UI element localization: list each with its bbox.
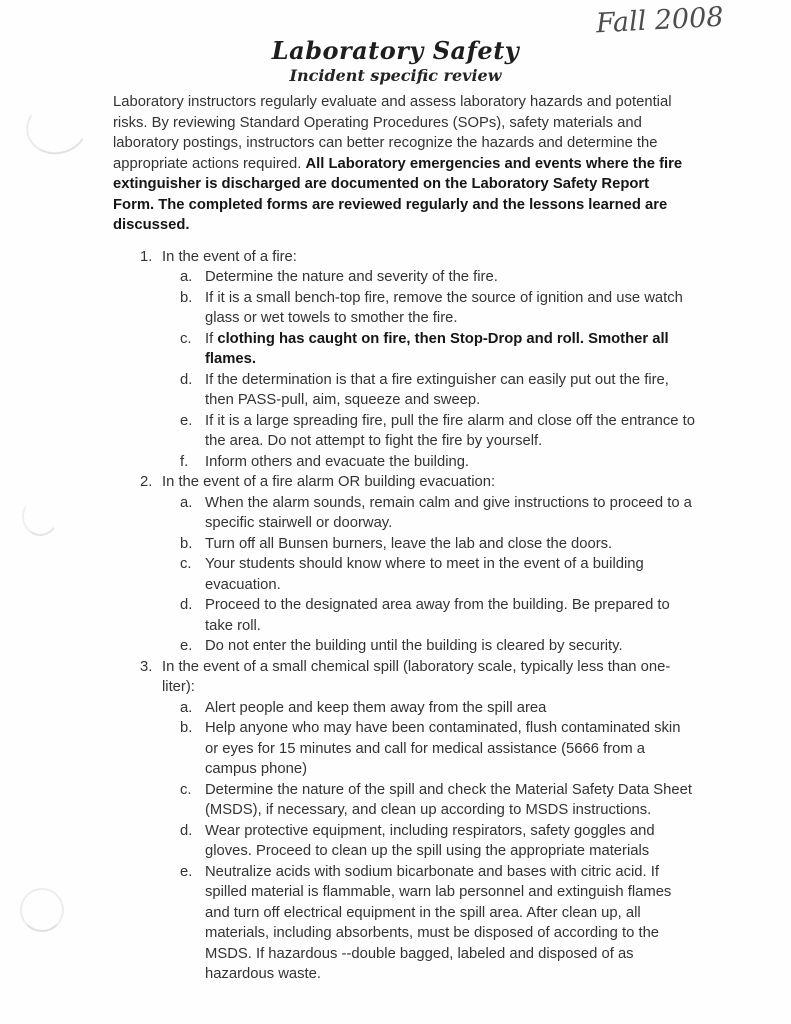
text-segment: clothing has caught on fire, then Stop-Drop and roll. Smother all flames.	[205, 330, 669, 367]
sub-item-text	[205, 267, 696, 288]
sub-item-list	[180, 267, 696, 472]
sub-item-letter: e.	[180, 638, 193, 654]
sub-item-list	[180, 698, 696, 985]
list-group	[140, 657, 696, 985]
text-segment: Do not enter the building until the building is cleared by security.	[205, 638, 623, 654]
list-number: 2.	[140, 474, 153, 490]
sub-item	[180, 780, 696, 821]
sub-item-text	[205, 534, 696, 555]
list-group-heading	[140, 657, 696, 698]
sub-item	[180, 288, 696, 329]
sub-item-list	[180, 493, 696, 657]
sub-item-letter: c.	[180, 330, 192, 347]
list-number: 3.	[140, 658, 153, 675]
sub-item-text	[205, 370, 696, 411]
sub-item-letter: b.	[180, 720, 193, 736]
intro-paragraph	[113, 92, 685, 236]
sub-item-letter: d.	[180, 822, 193, 839]
list-group	[140, 247, 696, 473]
text-segment: Determine the nature and severity of the fire.	[205, 269, 498, 285]
text-segment: Help anyone who may have been contaminated, flush contaminated skin or eyes for 15 minutes and call for medical assistance (5666 from a campus phone)	[205, 720, 681, 777]
punch-hole-mark	[20, 93, 93, 160]
text-segment: If it is a large spreading fire, pull the fire alarm and close off the entrance to the area. Do not attempt to fight the fire by yourself.	[205, 412, 695, 449]
list-group-heading	[140, 472, 696, 493]
sub-item-letter: a.	[180, 269, 193, 285]
sub-item-letter: b.	[180, 535, 193, 552]
sub-item-text	[205, 821, 696, 862]
sub-item	[180, 267, 696, 288]
sub-item	[180, 452, 696, 473]
sub-item-text	[205, 780, 696, 821]
text-segment: If it is a small bench-top fire, remove the source of ignition and use watch glass or wet towels to smother the fire.	[205, 289, 683, 326]
intro-segment: All Laboratory emergencies and events where the fire extinguisher is discharged are documented on the Laboratory Safety Report Form. The completed forms are reviewed regularly and the lessons learned are discussed.	[113, 155, 683, 233]
list-group	[140, 472, 696, 657]
document-subtitle: Incident specific review	[289, 66, 502, 85]
sub-item-text	[205, 493, 696, 534]
sub-item-letter: e.	[180, 412, 193, 429]
sub-item-text	[205, 595, 696, 636]
text-segment: If the determination is that a fire extinguisher can easily put out the fire, then PASS-pull, aim, squeeze and sweep.	[205, 371, 669, 408]
text-segment: Determine the nature of the spill and check the Material Safety Data Sheet (MSDS), if necessary, and clean up according to MSDS instructions.	[205, 781, 692, 818]
sub-item-letter: e.	[180, 863, 193, 880]
sub-item	[180, 329, 696, 370]
sub-item-letter: c.	[180, 556, 192, 572]
list-group-heading	[140, 247, 696, 268]
text-segment: Proceed to the designated area away from the building. Be prepared to take roll.	[205, 597, 670, 634]
text-segment: Alert people and keep them away from the spill area	[205, 699, 547, 716]
sub-item-text	[205, 329, 696, 370]
sub-item	[180, 636, 696, 657]
text-segment: When the alarm sounds, remain calm and give instructions to proceed to a specific stairwell or doorway.	[205, 494, 692, 531]
sub-item	[180, 862, 696, 985]
sub-item-text	[205, 718, 696, 780]
text-segment: Your students should know where to meet in the event of a building evacuation.	[205, 556, 644, 593]
sub-item-letter: d.	[180, 597, 193, 613]
sub-item-letter: f.	[180, 453, 189, 470]
text-segment: Turn off all Bunsen burners, leave the lab and close the doors.	[205, 535, 613, 552]
sub-item-text	[205, 698, 696, 719]
document-title: Laboratory Safety	[271, 36, 520, 65]
sub-item	[180, 821, 696, 862]
sub-item-letter: b.	[180, 289, 193, 306]
sub-item	[180, 370, 696, 411]
sub-item	[180, 493, 696, 534]
sub-item	[180, 554, 696, 595]
list-number: 1.	[140, 248, 153, 265]
sub-item-letter: a.	[180, 494, 193, 511]
sub-item	[180, 411, 696, 452]
list-heading-text: In the event of a fire:	[162, 248, 297, 265]
sub-item-letter: a.	[180, 699, 193, 716]
sub-item-letter: c.	[180, 781, 192, 798]
sub-item-text	[205, 636, 696, 657]
sub-item-text	[205, 862, 696, 985]
numbered-list	[140, 247, 696, 985]
sub-item	[180, 718, 696, 780]
list-heading-text: In the event of a fire alarm OR building evacuation:	[162, 474, 496, 490]
sub-item-letter: d.	[180, 371, 193, 388]
sub-item-text	[205, 554, 696, 595]
sub-item	[180, 698, 696, 719]
text-segment: Neutralize acids with sodium bicarbonate and bases with citric acid. If spilled material is flammable, warn lab personnel and extinguish flames and turn off electrical equipment in the spill area. After clean up, all materials, including absorbents, must be disposed of according to the MSDS. If hazardous --double bagged, labeled and disposed of as hazardous waste.	[205, 863, 672, 982]
punch-hole-mark	[20, 888, 64, 932]
list-heading-text: In the event of a small chemical spill (laboratory scale, typically less than one-liter):	[162, 658, 671, 695]
text-segment: If	[205, 330, 218, 347]
sub-item-text	[205, 288, 696, 329]
text-segment: Inform others and evacuate the building.	[205, 453, 470, 470]
sub-item	[180, 595, 696, 636]
intro-segment: Laboratory instructors regularly evaluate and assess laboratory hazards and potential risks. By reviewing Standard Operating Procedures (SOPs), safety materials and laboratory postings, instructors can better recognize the hazards and determine the appropriate actions required.	[113, 94, 672, 172]
punch-hole-mark	[19, 495, 61, 539]
sub-item-text	[205, 452, 696, 473]
sub-item	[180, 534, 696, 555]
handwritten-note: Fall 2008	[595, 1, 725, 40]
sub-item-text	[205, 411, 696, 452]
text-segment: Wear protective equipment, including respirators, safety goggles and gloves. Proceed to clean up the spill using the appropriate materials	[205, 822, 655, 859]
